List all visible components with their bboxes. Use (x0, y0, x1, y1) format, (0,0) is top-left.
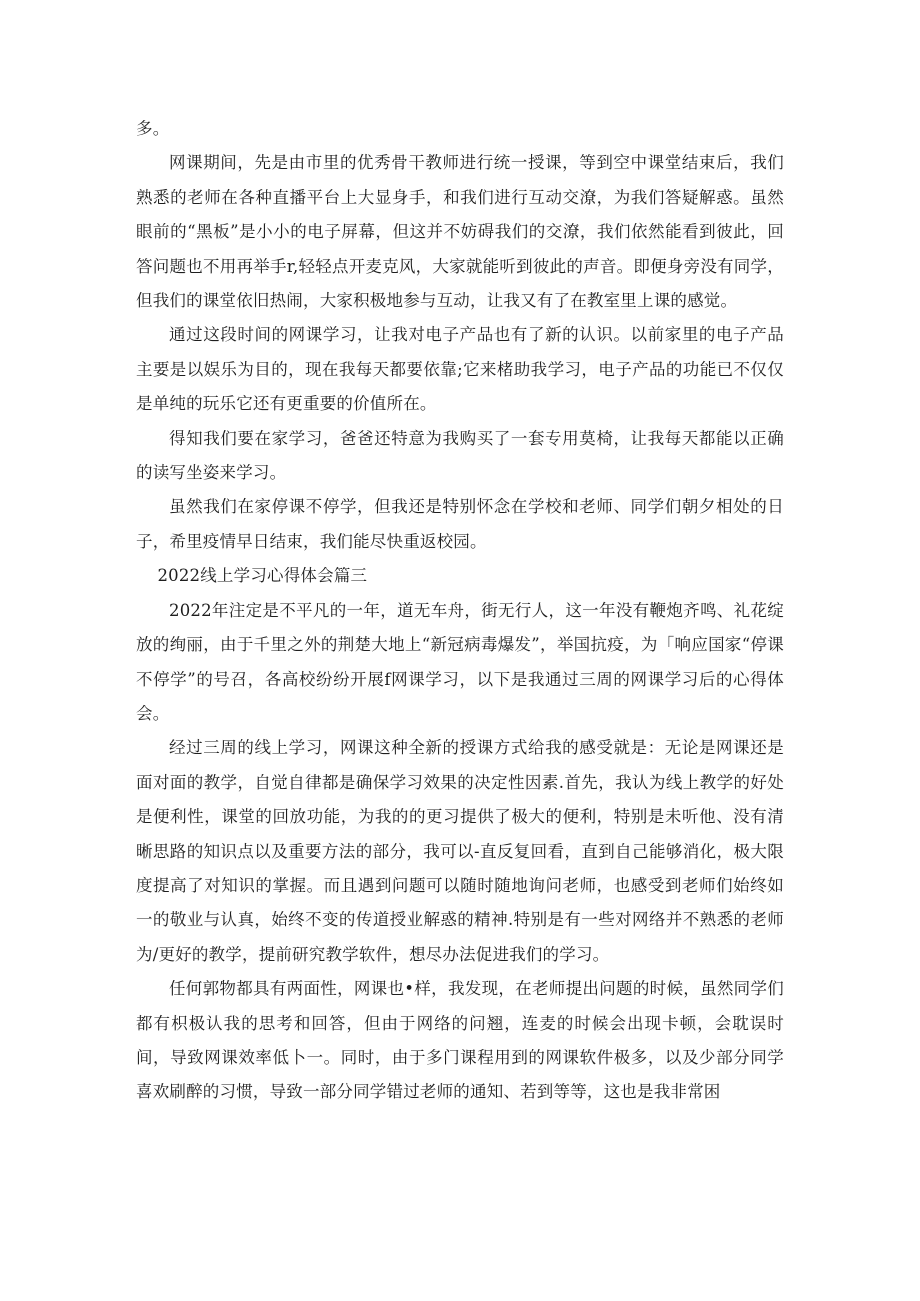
section-heading: 2022线上学习心得体会篇三 (157, 566, 368, 586)
paragraph-miss-school: 虽然我们在家停课不停学，但我还是特别怀念在学校和老师、同学们朝夕相处的日子，希里疫情早日结束，我们能尽快重返校园。 (136, 497, 784, 551)
paragraph-three-weeks: 经过三周的线上学习，网课这种全新的授课方式给我的感受就是：无论是网课还是面对面的教学，自觉自律都是确保学习效果的决定性因素.首先，我认为线上教学的好处是便利性，课堂的回放功能，为我的的更习提供了极大的便利，特别是未听他、没有清晰思路的知识点以及重要方法的部分，我可以-直反复回看，直到自己能够消化，极大限度提高了对知识的掌握。而且遇到问题可以随时随地询问老师，也感受到老师们始终如一的敬业与认真，始终不变的传道授业解惑的精神.特别是有一些对网络并不熟悉的老师为/更好的教学，提前研究教学软件，想尽办法促进我们的学习。 (136, 738, 784, 964)
paragraph-electronics: 通过这段时间的网课学习，让我对电子产品也有了新的认识。以前家里的电子产品主要是以娱乐为目的，现在我每天都要依靠;它来楮助我学习，电子产品的功能已不仅仅是单纯的玩乐它还有更重要的价值所在。 (136, 325, 784, 414)
paragraph-desk-chair: 得知我们要在家学习，爸爸还特意为我购买了一套专用莫椅，让我每天都能以正确的读写坐姿来学习。 (136, 428, 784, 483)
paragraph-continuation: 多。 (136, 119, 170, 138)
paragraph-two-sides: 任何郭物都具有两面性，网课也•样，我发现，在老师提出问题的时候，虽然同学们都有枳极认我的思考和回答，但由于网络的问翘，连麦的时候会出现卡顿，会耽误时间，导致网课效率低卜一。同时，由于多门课程用到的网课软件极多，以及少部分同学喜欢刷醉的习惯，导致一部分同学错过老师的通知、若到等等，这也是我非常困 (136, 979, 784, 1102)
paragraph-2022-intro: 2022年注定是不平凡的一年，道无车舟，街无行人，这一年没有鞭炮齐鸣、礼花绽放的绚丽，由于千里之外的荆楚大地上“新冠病毒爆发”，举国抗疫，为「响应国家“停课不停学”的号召，各高校纷纷开展f网课学习，以下是我通过三周的网课学习后的心得体会。 (136, 600, 784, 723)
document-body (136, 112, 784, 1110)
paragraph-online-class: 网课期间，先是由市里的优秀骨干教师进行统一授课，等到空中课堂结束后，我们熟悉的老师在各种直播平台上大显身手，和我们进行互动交潦，为我们答疑解惑。虽然眼前的“黑板”是小小的电子屏幕，但这并不妨碍我们的交潦，我们依然能看到彼此，回答问题也不用再举手r,轻轻点开麦克风，大家就能听到彼此的声音。即便身旁没有同学，但我们的课堂依旧热闹，大家积极地参与互动，让我又有了在教室里上课的感觉。 (136, 153, 784, 311)
